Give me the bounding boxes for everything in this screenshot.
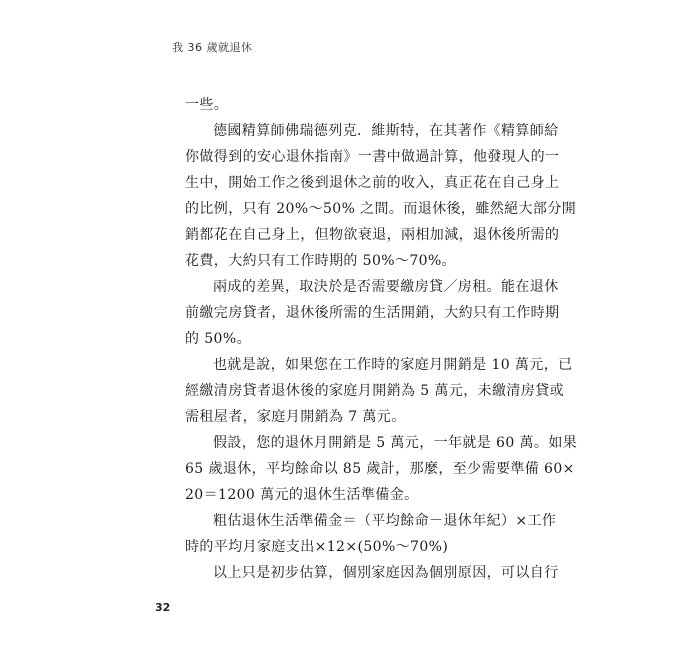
text-line: 一些。 <box>185 97 229 113</box>
text-line: 以上只是初步估算，個別家庭因為個別原因，可以自行 <box>213 565 559 581</box>
text-line: 的比例，只有 20%～50% 之間。而退休後，雖然絕大部分開 <box>185 201 577 217</box>
text-line: 20＝1200 萬元的退休生活準備金。 <box>185 487 419 503</box>
text-line: 經繳清房貸者退休後的家庭月開銷為 5 萬元，未繳清房貸或 <box>185 383 565 399</box>
text-line: 花費，大約只有工作時期的 50%～70%。 <box>185 253 457 269</box>
text-line: 需租屋者，家庭月開銷為 7 萬元。 <box>185 409 406 425</box>
text-line: 銷都花在自己身上，但物欲衰退，兩相加減，退休後所需的 <box>185 227 560 243</box>
text-line: 你做得到的安心退休指南》一書中做過計算，他發現人的一 <box>185 149 560 165</box>
text-line: 生中，開始工作之後到退休之前的收入，真正花在自己身上 <box>185 175 560 191</box>
text-line: 的 50%。 <box>185 331 251 347</box>
text-line: 也就是說，如果您在工作時的家庭月開銷是 10 萬元，已 <box>213 357 573 373</box>
running-header: 我 36 歲就退休 <box>172 41 253 54</box>
text-line: 德國精算師佛瑞德列克．維斯特，在其著作《精算師給 <box>213 123 559 139</box>
body-text <box>185 92 578 586</box>
page-number: 32 <box>155 601 171 614</box>
text-line: 粗估退休生活準備金＝（平均餘命－退休年紀）×工作 <box>213 513 557 529</box>
text-line: 時的平均月家庭支出×12×(50%～70%) <box>185 539 449 555</box>
text-line: 兩成的差異，取決於是否需要繳房貸／房租。能在退休 <box>213 279 559 295</box>
text-line: 前繳完房貸者，退休後所需的生活開銷，大約只有工作時期 <box>185 305 560 321</box>
text-line: 假設，您的退休月開銷是 5 萬元，一年就是 60 萬。如果 <box>213 435 578 451</box>
text-line: 65 歲退休，平均餘命以 85 歲計，那麼，至少需要準備 60× <box>185 461 575 477</box>
